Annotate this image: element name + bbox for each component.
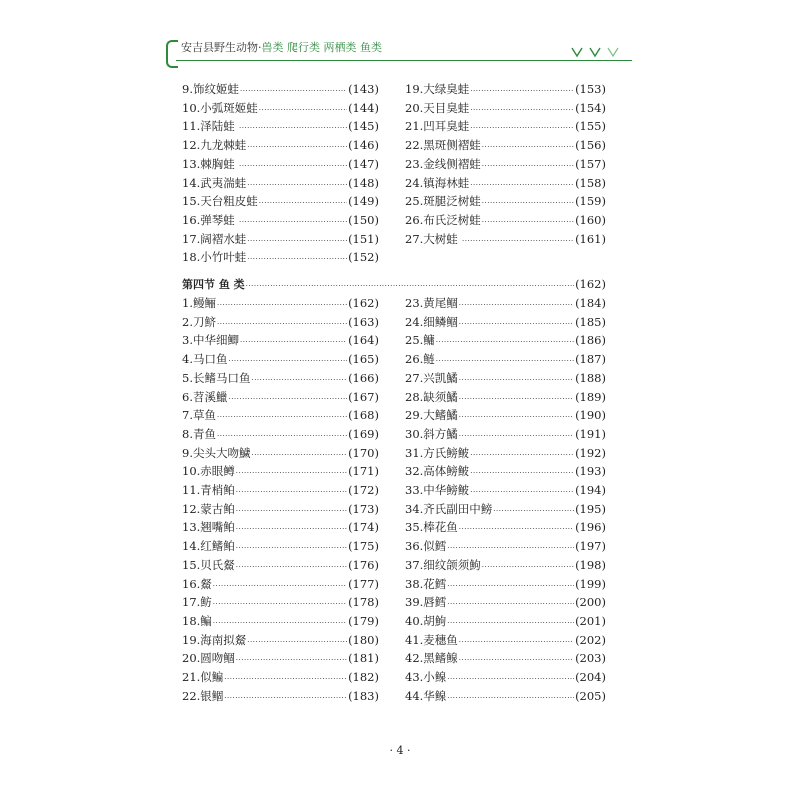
dot-leader	[239, 119, 347, 137]
dot-leader	[470, 82, 574, 100]
toc-entry-fish[interactable]	[405, 556, 606, 574]
entry-page: (205)	[575, 688, 606, 703]
entry-label: 11.青梢鲌	[182, 483, 235, 497]
dot-leader	[247, 138, 347, 156]
dot-leader	[470, 464, 574, 482]
dot-leader	[224, 670, 347, 688]
entry-label: 33.中华鳑鲏	[405, 483, 470, 497]
entry-label: 23.黄尾鲴	[405, 296, 458, 310]
toc-entry-amphibian[interactable]	[405, 99, 606, 117]
dot-leader	[236, 651, 347, 669]
dot-leader	[228, 352, 347, 370]
dot-leader	[251, 446, 347, 464]
entry-label: 22.银鲴	[182, 688, 224, 703]
entry-label: 5.长鳍马口鱼	[182, 370, 251, 385]
toc-entry-amphibian[interactable]	[182, 248, 379, 266]
entry-label: 18.鳊	[182, 613, 212, 628]
entry-label: 39.唇鳕	[405, 595, 447, 610]
toc-entry-amphibian[interactable]	[182, 99, 379, 117]
entry-page: (155)	[575, 119, 606, 134]
entry-page: (158)	[575, 175, 606, 190]
entry-label: 7.草鱼	[182, 408, 216, 423]
entry-label: 26.鲢	[405, 352, 435, 367]
entry-label: 2.刀鲚	[182, 314, 216, 329]
entry-label: 1.鳗鲡	[182, 296, 216, 310]
toc-entry-fish[interactable]	[182, 575, 379, 593]
entry-label: 19.海南拟䱗	[182, 632, 247, 647]
entry-page: (170)	[348, 445, 379, 460]
entry-label: 15.天台粗皮蛙	[182, 194, 258, 209]
toc-entry-amphibian[interactable]	[182, 192, 379, 210]
entry-page: (183)	[348, 688, 379, 703]
entry-page: (187)	[575, 352, 606, 367]
dot-leader	[247, 633, 347, 651]
dot-leader	[459, 427, 574, 445]
toc-entry-fish[interactable]	[182, 406, 379, 424]
entry-page: (185)	[575, 314, 606, 329]
entry-label: 35.棒花鱼	[405, 520, 458, 535]
toc-entry-fish[interactable]	[405, 313, 606, 331]
toc-entry-fish[interactable]	[405, 537, 606, 555]
book-title: 安吉县野生动物·	[181, 41, 262, 54]
toc-entry-fish[interactable]	[405, 649, 606, 667]
entry-label: 13.棘胸蛙	[182, 156, 235, 171]
toc-entry-fish[interactable]	[182, 388, 379, 406]
entry-page: (190)	[575, 408, 606, 423]
toc-entry-fish[interactable]	[182, 518, 379, 536]
dot-leader	[459, 633, 574, 651]
entry-page: (188)	[575, 370, 606, 385]
dot-leader	[482, 157, 574, 175]
dot-leader	[259, 194, 347, 212]
entry-page: (146)	[348, 138, 379, 153]
dot-leader	[482, 138, 574, 156]
entry-page: (176)	[348, 557, 379, 572]
entry-label: 6.苕溪鱲	[182, 389, 228, 404]
entry-label: 4.马口鱼	[182, 352, 228, 367]
toc-entry-fish[interactable]	[182, 612, 379, 630]
toc-entry-fish[interactable]	[405, 294, 606, 312]
dot-leader	[436, 333, 574, 351]
entry-page: (162)	[348, 296, 379, 310]
dot-leader	[213, 577, 347, 595]
entry-label: 第四节 鱼 类	[182, 278, 245, 291]
dot-leader	[217, 408, 347, 426]
toc-entry-fish[interactable]	[182, 556, 379, 574]
dot-leader	[217, 315, 347, 333]
dot-leader	[459, 296, 574, 314]
entry-page: (167)	[348, 389, 379, 404]
entry-label: 10.小弧斑姬蛙	[182, 100, 258, 115]
entry-page: (175)	[348, 539, 379, 554]
toc-entry-fish[interactable]	[182, 500, 379, 518]
header-rule	[176, 60, 632, 61]
dot-leader	[459, 390, 574, 408]
entry-label: 21.似鳊	[182, 670, 224, 684]
entry-label: 31.方氏鳑鲏	[405, 445, 470, 460]
dot-leader	[239, 157, 347, 175]
entry-label: 14.武夷湍蛙	[182, 175, 247, 190]
toc-entry-fish[interactable]	[405, 612, 606, 630]
entry-page: (198)	[575, 557, 606, 572]
dot-leader	[240, 333, 347, 351]
dot-leader	[251, 371, 347, 389]
entry-label: 15.贝氏䱗	[182, 557, 235, 572]
dot-leader	[470, 446, 574, 464]
entry-page: (168)	[348, 408, 379, 423]
dot-leader	[228, 390, 347, 408]
dot-leader	[436, 352, 574, 370]
entry-page: (149)	[348, 194, 379, 209]
entry-page: (161)	[575, 231, 606, 246]
toc-entry-fish[interactable]	[405, 462, 606, 480]
entry-label: 8.青鱼	[182, 426, 216, 441]
toc-entry-amphibian[interactable]	[405, 155, 606, 173]
toc-entry-fish[interactable]	[182, 369, 379, 387]
entry-page: (154)	[575, 100, 606, 115]
entry-label: 44.华鳈	[405, 688, 447, 703]
entry-label: 12.九龙棘蛙	[182, 138, 247, 153]
entry-page: (150)	[348, 212, 379, 227]
entry-page: (184)	[575, 296, 606, 310]
toc-entry-fish[interactable]	[405, 687, 606, 705]
running-header	[181, 41, 382, 55]
toc-entry-fish[interactable]	[405, 369, 606, 387]
entry-label: 19.大绿臭蛙	[405, 82, 470, 96]
toc-entry-fish[interactable]	[182, 687, 379, 705]
entry-page: (178)	[348, 595, 379, 610]
dot-leader	[470, 119, 574, 137]
toc-entry-fish[interactable]	[405, 331, 606, 349]
toc-entry-amphibian[interactable]	[182, 155, 379, 173]
dot-leader	[462, 232, 574, 250]
entry-label: 29.大鳍鱊	[405, 408, 458, 423]
entry-label: 24.镇海林蛙	[405, 175, 470, 190]
entry-label: 26.布氏泛树蛙	[405, 212, 481, 227]
dot-leader	[459, 408, 574, 426]
entry-label: 17.阔褶水蛙	[182, 231, 247, 246]
entry-label: 18.小竹叶蛙	[182, 250, 247, 265]
dot-leader	[459, 315, 574, 333]
entry-label: 17.鲂	[182, 595, 212, 610]
entry-page: (204)	[575, 670, 606, 684]
entry-label: 40.胡鮈	[405, 613, 447, 628]
entry-label: 3.中华细鲫	[182, 333, 239, 348]
entry-page: (156)	[575, 138, 606, 153]
toc-entry-fish[interactable]	[405, 425, 606, 443]
entry-page: (162)	[575, 277, 606, 291]
entry-page: (200)	[575, 595, 606, 610]
entry-label: 38.花鳕	[405, 576, 447, 591]
entry-page: (182)	[348, 670, 379, 684]
dot-leader	[493, 502, 574, 520]
toc-entry-amphibian[interactable]	[182, 211, 379, 229]
dot-leader	[247, 176, 347, 194]
entry-page: (143)	[348, 82, 379, 96]
entry-page: (171)	[348, 464, 379, 479]
toc-entry-amphibian[interactable]	[405, 211, 606, 229]
entry-page: (159)	[575, 194, 606, 209]
dot-leader	[482, 213, 574, 231]
entry-page: (181)	[348, 651, 379, 666]
toc-entry-amphibian[interactable]	[182, 174, 379, 192]
dot-leader	[470, 101, 574, 119]
toc-entry-amphibian[interactable]	[182, 80, 379, 98]
dot-leader	[447, 577, 574, 595]
entry-label: 16.䱗	[182, 576, 212, 591]
entry-page: (177)	[348, 576, 379, 591]
entry-label: 27.兴凯鱊	[405, 370, 458, 385]
entry-page: (174)	[348, 520, 379, 535]
entry-page: (179)	[348, 613, 379, 628]
entry-page: (197)	[575, 539, 606, 554]
entry-label: 36.似鳕	[405, 539, 447, 554]
toc-entry-fish[interactable]	[405, 500, 606, 518]
dot-leader	[240, 82, 347, 100]
dot-leader	[236, 539, 347, 557]
toc-entry-fish[interactable]	[182, 350, 379, 368]
entry-label: 43.小鳈	[405, 670, 447, 684]
toc-entry-fish[interactable]	[182, 668, 379, 686]
entry-label: 28.缺须鱊	[405, 389, 458, 404]
entry-page: (193)	[575, 464, 606, 479]
toc-entry-fish[interactable]	[182, 462, 379, 480]
entry-page: (160)	[575, 212, 606, 227]
dot-leader	[224, 689, 347, 707]
toc-entry-fish[interactable]	[182, 649, 379, 667]
entry-label: 30.斜方鱊	[405, 426, 458, 441]
entry-page: (152)	[348, 250, 379, 265]
entry-label: 22.黑斑侧褶蛙	[405, 138, 481, 153]
dot-leader	[447, 689, 574, 707]
dot-leader	[239, 213, 347, 231]
dot-leader	[236, 520, 347, 538]
entry-label: 16.弹琴蛙	[182, 212, 235, 227]
entry-page: (201)	[575, 613, 606, 628]
entry-label: 10.赤眼鳟	[182, 464, 235, 479]
dot-leader	[482, 558, 574, 576]
entry-label: 41.麦穗鱼	[405, 632, 458, 647]
entry-label: 11.泽陆蛙	[182, 119, 235, 134]
toc-entry-fish[interactable]	[405, 388, 606, 406]
toc-entry-amphibian[interactable]	[405, 192, 606, 210]
dot-leader	[213, 614, 347, 632]
toc-entry-amphibian[interactable]	[405, 80, 606, 98]
entry-label: 27.大树蛙	[405, 231, 458, 246]
dot-leader	[447, 595, 574, 613]
entry-page: (169)	[348, 426, 379, 441]
entry-page: (153)	[575, 82, 606, 96]
toc-entry-amphibian[interactable]	[405, 117, 606, 135]
entry-page: (203)	[575, 651, 606, 666]
header-bracket	[166, 40, 178, 68]
dot-leader	[246, 277, 574, 295]
entry-label: 24.细鳞鲴	[405, 314, 458, 329]
entry-page: (144)	[348, 100, 379, 115]
entry-page: (196)	[575, 520, 606, 535]
toc-entry-fish[interactable]	[182, 593, 379, 611]
entry-label: 12.蒙古鲌	[182, 501, 235, 516]
toc-entry-fish[interactable]	[405, 631, 606, 649]
dot-leader	[213, 595, 347, 613]
toc-entry-amphibian[interactable]	[182, 136, 379, 154]
dot-leader	[236, 464, 347, 482]
dot-leader	[217, 296, 347, 314]
entry-page: (164)	[348, 333, 379, 348]
dot-leader	[459, 651, 574, 669]
entry-label: 21.凹耳臭蛙	[405, 119, 470, 134]
dot-leader	[459, 371, 574, 389]
dot-leader	[447, 539, 574, 557]
toc-entry-fish[interactable]	[405, 481, 606, 499]
entry-page: (173)	[348, 501, 379, 516]
entry-label: 42.黑鳍鳈	[405, 651, 458, 666]
toc-entry-fish[interactable]	[405, 444, 606, 462]
entry-page: (189)	[575, 389, 606, 404]
toc-entry-amphibian[interactable]	[405, 136, 606, 154]
dot-leader	[482, 194, 574, 212]
toc-entry-fish[interactable]	[182, 481, 379, 499]
entry-page: (194)	[575, 483, 606, 497]
toc-entry-fish[interactable]	[182, 331, 379, 349]
entry-page: (166)	[348, 370, 379, 385]
toc-section-fish[interactable]	[182, 275, 606, 293]
entry-page: (165)	[348, 352, 379, 367]
entry-label: 13.翘嘴鲌	[182, 520, 235, 535]
dot-leader	[236, 558, 347, 576]
toc-entry-fish[interactable]	[405, 593, 606, 611]
toc-entry-fish[interactable]	[405, 668, 606, 686]
entry-page: (147)	[348, 156, 379, 171]
toc-entry-amphibian[interactable]	[182, 117, 379, 135]
entry-label: 14.红鳍鲌	[182, 539, 235, 554]
dot-leader	[470, 176, 574, 194]
toc-entry-fish[interactable]	[405, 350, 606, 368]
toc-entry-fish[interactable]	[182, 444, 379, 462]
entry-label: 25.鳙	[405, 333, 435, 348]
chapter-subtitle: 兽类 爬行类 两栖类 鱼类	[261, 41, 382, 54]
chevron-decoration-icon	[568, 44, 628, 58]
dot-leader	[447, 670, 574, 688]
entry-label: 32.高体鳑鲏	[405, 464, 470, 479]
dot-leader	[259, 101, 347, 119]
entry-label: 9.饰纹姬蛙	[182, 82, 239, 96]
toc-entry-fish[interactable]	[405, 406, 606, 424]
entry-label: 34.齐氏副田中鳑	[405, 501, 493, 516]
toc-entry-fish[interactable]	[405, 518, 606, 536]
dot-leader	[236, 502, 347, 520]
entry-page: (148)	[348, 175, 379, 190]
entry-page: (145)	[348, 119, 379, 134]
entry-label: 20.圆吻鲴	[182, 651, 235, 666]
toc-entry-fish[interactable]	[182, 313, 379, 331]
entry-page: (191)	[575, 426, 606, 441]
dot-leader	[247, 232, 347, 250]
dot-leader	[236, 483, 347, 501]
toc-entry-amphibian[interactable]	[405, 174, 606, 192]
toc-entry-fish[interactable]	[182, 425, 379, 443]
dot-leader	[447, 614, 574, 632]
entry-label: 9.尖头大吻鱥	[182, 445, 251, 460]
entry-page: (151)	[348, 231, 379, 246]
entry-page: (202)	[575, 632, 606, 647]
dot-leader	[217, 427, 347, 445]
entry-page: (157)	[575, 156, 606, 171]
toc-entry-fish[interactable]	[405, 575, 606, 593]
toc-entry-fish[interactable]	[182, 537, 379, 555]
toc-entry-amphibian[interactable]	[182, 230, 379, 248]
toc-entry-fish[interactable]	[182, 631, 379, 649]
toc-entry-fish[interactable]	[182, 294, 379, 312]
toc-entry-amphibian[interactable]	[405, 230, 606, 248]
dot-leader	[459, 520, 574, 538]
entry-page: (172)	[348, 483, 379, 497]
entry-page: (186)	[575, 333, 606, 348]
entry-page: (199)	[575, 576, 606, 591]
entry-label: 23.金线侧褶蛙	[405, 156, 481, 171]
dot-leader	[470, 483, 574, 501]
entry-label: 20.天目臭蛙	[405, 100, 470, 115]
entry-page: (180)	[348, 632, 379, 647]
entry-label: 25.斑腿泛树蛙	[405, 194, 481, 209]
dot-leader	[247, 250, 347, 268]
entry-page: (192)	[575, 445, 606, 460]
entry-label: 37.细纹颌须鮈	[405, 557, 481, 572]
entry-page: (195)	[575, 501, 606, 516]
entry-page: (163)	[348, 314, 379, 329]
page-number: · 4 ·	[389, 744, 411, 757]
